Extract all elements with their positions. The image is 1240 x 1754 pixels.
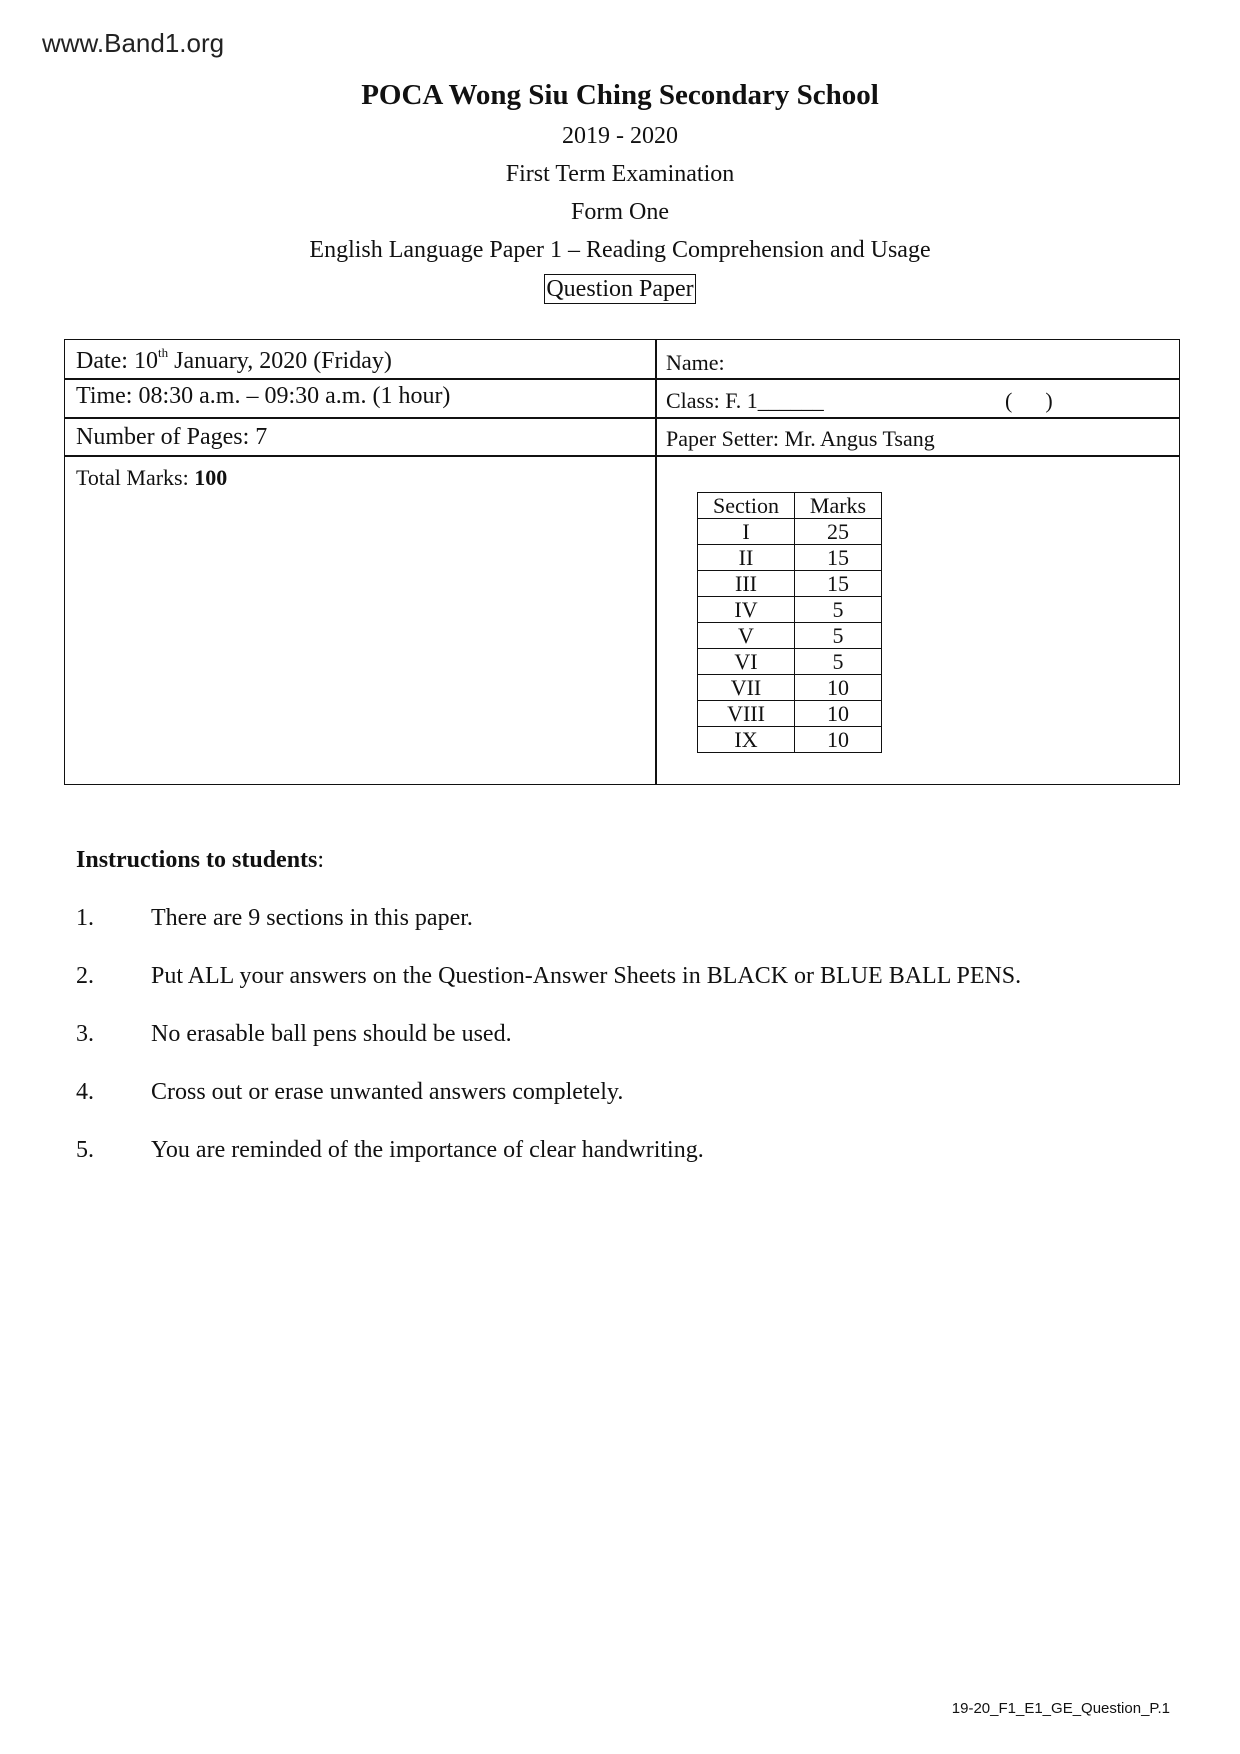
- list-text: There are 9 sections in this paper.: [151, 905, 473, 931]
- name-field[interactable]: Name:: [666, 350, 725, 375]
- instructions-section: [76, 845, 1176, 1193]
- marks-cell: 5: [795, 597, 882, 623]
- list-item: [76, 1077, 1176, 1135]
- table-divider: [65, 417, 1179, 419]
- form-level: Form One: [571, 199, 669, 225]
- watermark-url: www.Band1.org: [42, 28, 225, 58]
- instructions-heading: Instructions to students:: [76, 847, 325, 873]
- table-divider: [65, 455, 1179, 457]
- table-row: [698, 701, 882, 727]
- list-number: 5.: [76, 1137, 94, 1163]
- table-row: [698, 597, 882, 623]
- marks-cell: 10: [795, 727, 882, 753]
- marks-table: [697, 492, 882, 753]
- paper-setter: Paper Setter: Mr. Angus Tsang: [666, 426, 935, 451]
- list-number: 4.: [76, 1079, 94, 1105]
- section-cell: V: [698, 623, 795, 649]
- table-row: [698, 571, 882, 597]
- list-item: [76, 1135, 1176, 1193]
- section-cell: II: [698, 545, 795, 571]
- total-marks: Total Marks: 100: [76, 465, 228, 490]
- exam-info-table: [64, 339, 1180, 785]
- table-row: [698, 545, 882, 571]
- section-cell: IV: [698, 597, 795, 623]
- table-row: [698, 675, 882, 701]
- section-cell: VI: [698, 649, 795, 675]
- marks-cell: 15: [795, 545, 882, 571]
- class-number-field[interactable]: ( ): [1005, 388, 1053, 413]
- list-number: 2.: [76, 963, 94, 989]
- table-divider: [65, 378, 1179, 380]
- table-row: [698, 649, 882, 675]
- marks-cell: 10: [795, 675, 882, 701]
- section-cell: VII: [698, 675, 795, 701]
- table-row: [698, 519, 882, 545]
- academic-year: 2019 - 2020: [562, 123, 678, 149]
- list-text: You are reminded of the importance of clear handwriting.: [151, 1137, 704, 1163]
- section-cell: III: [698, 571, 795, 597]
- list-text: Put ALL your answers on the Question-Answer Sheets in BLACK or BLUE BALL PENS.: [151, 963, 1022, 989]
- section-cell: VIII: [698, 701, 795, 727]
- table-divider: [655, 340, 657, 784]
- column-header-marks: Marks: [795, 493, 882, 519]
- table-row: [698, 727, 882, 753]
- footer-page-code: 19-20_F1_E1_GE_Question_P.1: [951, 1700, 1170, 1717]
- marks-cell: 10: [795, 701, 882, 727]
- column-header-section: Section: [698, 493, 795, 519]
- marks-cell: 5: [795, 623, 882, 649]
- class-field[interactable]: Class: F. 1______: [666, 388, 824, 413]
- marks-cell: 5: [795, 649, 882, 675]
- marks-cell: 25: [795, 519, 882, 545]
- paper-type-label: Question Paper: [546, 276, 694, 302]
- list-item: [76, 1019, 1176, 1077]
- marks-cell: 15: [795, 571, 882, 597]
- list-number: 1.: [76, 905, 94, 931]
- list-item: [76, 961, 1176, 1019]
- school-name: POCA Wong Siu Ching Secondary School: [361, 79, 879, 111]
- exam-date: Date: 10th January, 2020 (Friday): [76, 345, 392, 374]
- section-cell: IX: [698, 727, 795, 753]
- section-cell: I: [698, 519, 795, 545]
- page-count: Number of Pages: 7: [76, 424, 268, 450]
- subject-title: English Language Paper 1 – Reading Comprehension and Usage: [309, 237, 931, 263]
- table-row: [698, 623, 882, 649]
- list-number: 3.: [76, 1021, 94, 1047]
- exam-time: Time: 08:30 a.m. – 09:30 a.m. (1 hour): [76, 383, 451, 409]
- list-item: [76, 903, 1176, 961]
- table-header-row: [698, 493, 882, 519]
- exam-name: First Term Examination: [505, 161, 735, 187]
- list-text: No erasable ball pens should be used.: [151, 1021, 512, 1047]
- exam-header: [0, 78, 1240, 304]
- list-text: Cross out or erase unwanted answers completely.: [151, 1079, 624, 1105]
